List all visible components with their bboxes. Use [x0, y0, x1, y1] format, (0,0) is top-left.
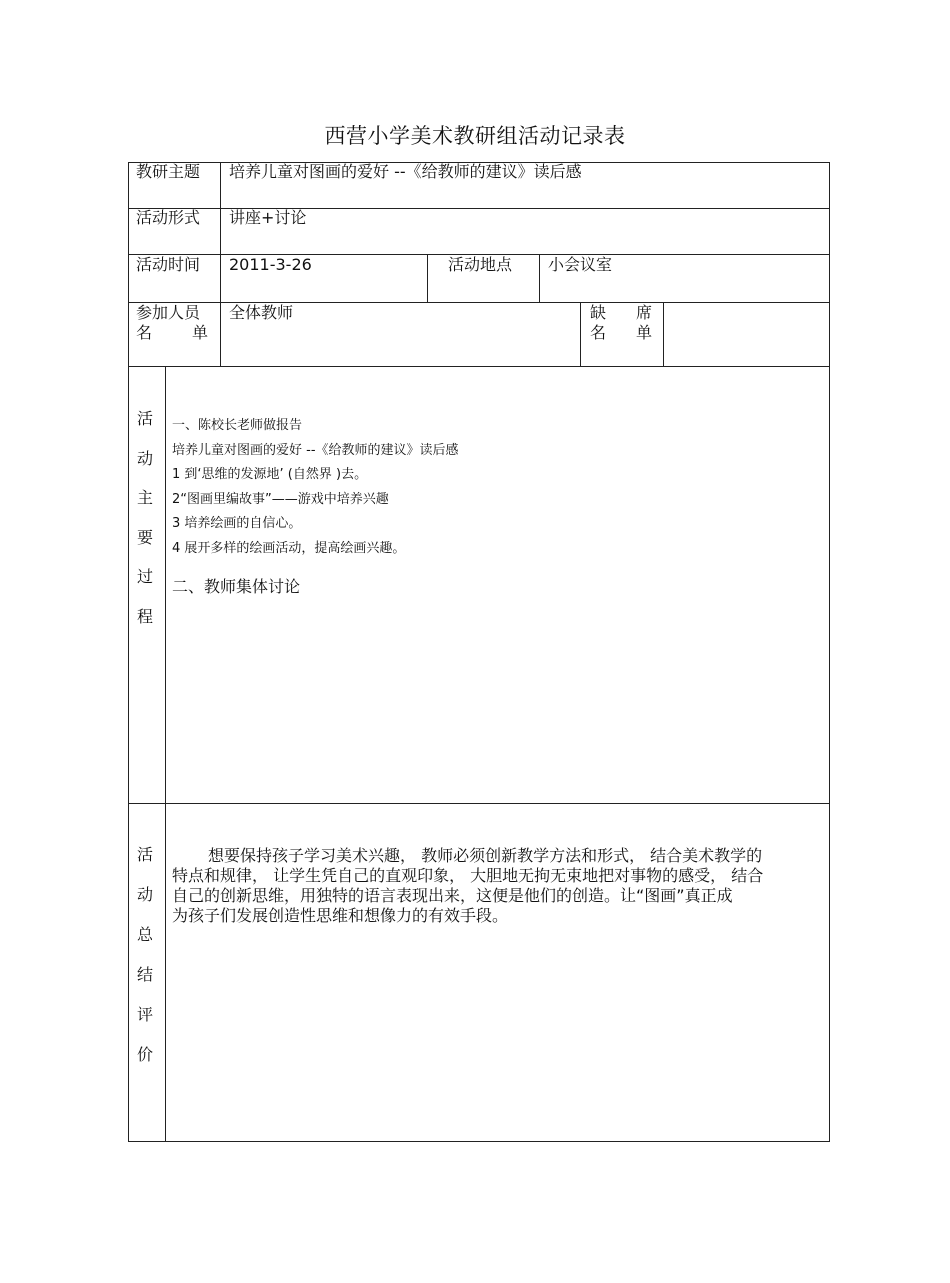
column-divider	[427, 254, 428, 302]
summary-label-char: 活	[136, 845, 153, 864]
absent-label-char: 缺	[590, 303, 607, 322]
process-label	[135, 406, 155, 644]
process-section-heading: 二、教师集体讨论	[172, 577, 301, 596]
summary-line: 特点和规律， 让学生凭自己的直观印象， 大胆地无拘无束地把对事物的感受， 结合	[172, 866, 764, 885]
column-divider	[539, 254, 540, 302]
column-divider	[580, 302, 581, 366]
summary-label-char: 价	[136, 1045, 153, 1064]
time-value: 2011-3-26	[229, 255, 312, 274]
table-border-left	[128, 162, 129, 1142]
participants-label-line2	[136, 323, 208, 343]
process-line: 2“图画里编故事”——游戏中培养兴趣	[172, 491, 389, 507]
process-content	[172, 414, 459, 599]
absent-label-char: 名	[590, 323, 607, 342]
summary-label-char: 结	[136, 965, 153, 984]
absent-label-char: 席	[635, 303, 652, 322]
participants-label-line1: 参加人员	[136, 303, 201, 322]
summary-line: 想要保持孩子学习美术兴趣， 教师必须创新教学方法和形式， 结合美术教学的	[208, 846, 763, 865]
participants-label-char: 名	[136, 323, 153, 342]
absent-label	[590, 303, 652, 343]
column-divider	[165, 366, 166, 1142]
absent-label-char: 单	[635, 323, 652, 342]
column-divider	[220, 162, 221, 366]
summary-line: 自己的创新思维，用独特的语言表现出来，这便是他们的创造。让“图画”真正成	[172, 886, 733, 905]
summary-line: 为孩子们发展创造性思维和想像力的有效手段。	[172, 906, 509, 925]
process-line: 一、陈校长老师做报告	[172, 418, 303, 433]
table-border-bottom	[128, 1141, 830, 1142]
absent-label-line2	[590, 323, 652, 343]
summary-label-char: 评	[136, 1005, 153, 1024]
participants-label-char: 单	[191, 323, 208, 342]
process-label-char: 过	[136, 567, 153, 587]
time-label: 活动时间	[136, 255, 201, 274]
place-label: 活动地点	[448, 255, 513, 274]
participants-label	[136, 303, 208, 343]
document-title: 西营小学美术教研组活动记录表	[324, 124, 626, 148]
process-label-char: 程	[136, 606, 153, 626]
form-label: 活动形式	[136, 208, 201, 227]
process-label-char: 动	[136, 448, 153, 468]
topic-value: 培养儿童对图画的爱好 --《给教师的建议》读后感	[229, 162, 582, 181]
form-value: 讲座+讨论	[229, 208, 307, 227]
row-divider	[128, 366, 830, 367]
process-label-char: 活	[136, 409, 153, 428]
place-value: 小会议室	[548, 255, 613, 274]
summary-label	[135, 842, 155, 1082]
summary-content	[172, 846, 817, 926]
process-label-char: 主	[136, 488, 153, 508]
process-line: 3 培养绘画的自信心。	[172, 516, 302, 531]
process-line: 1 到‘思维的发源地’ (自然界 )去。	[172, 467, 368, 482]
absent-label-line1	[590, 303, 652, 323]
summary-label-char: 总	[136, 925, 153, 944]
column-divider	[663, 302, 664, 366]
summary-label-char: 动	[136, 885, 153, 904]
process-label-char: 要	[136, 527, 153, 547]
process-line: 4 展开多样的绘画活动，提高绘画兴趣。	[172, 540, 406, 556]
table-border-right	[829, 162, 830, 1142]
process-line: 培养儿童对图画的爱好 --《给教师的建议》读后感	[172, 442, 459, 458]
topic-label: 教研主题	[136, 162, 201, 181]
row-divider	[128, 803, 830, 804]
record-table	[128, 162, 830, 1142]
participants-value: 全体教师	[229, 303, 294, 322]
